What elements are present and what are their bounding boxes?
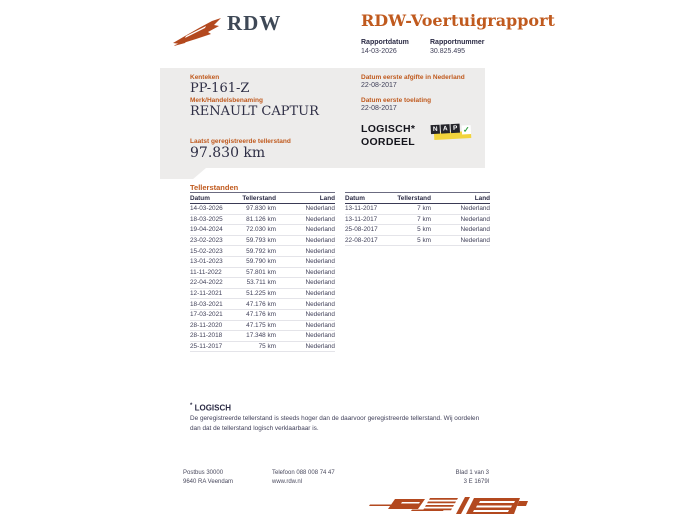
col-header-tellerstand: Tellerstand xyxy=(242,194,276,202)
logisch-note-title xyxy=(190,403,231,413)
col-header-datum: Datum xyxy=(345,194,365,202)
table-row: 28-11-2018 17.348 km Nederland xyxy=(190,331,335,342)
tellerstanden-table-right xyxy=(345,192,490,246)
laatste-tellerstand-label: Laatst geregistreerde tellerstand xyxy=(190,138,291,145)
col-header-land: Land xyxy=(474,194,490,202)
eerste-toelating-label: Datum eerste toelating xyxy=(361,97,432,104)
rdw-eagle-stripes-graphic-icon xyxy=(368,496,528,514)
nap-letter-a: A xyxy=(441,124,450,133)
table-row: 17-03-2021 47.176 km Nederland xyxy=(190,310,335,321)
kenteken-label: Kenteken xyxy=(190,74,220,81)
summary-box-tab xyxy=(160,168,206,179)
merk-label: Merk/Handelsbenaming xyxy=(190,97,263,104)
table-row: 25-08-2017 5 km Nederland xyxy=(345,225,490,236)
col-header-land: Land xyxy=(319,194,335,202)
table-row: 23-02-2023 59.793 km Nederland xyxy=(190,236,335,247)
table-row: 22-04-2022 53.711 km Nederland xyxy=(190,278,335,289)
table-row: 11-11-2022 57.801 km Nederland xyxy=(190,268,335,279)
table-row: 19-04-2024 72.030 km Nederland xyxy=(190,225,335,236)
oordeel-line2: OORDEEL xyxy=(361,136,416,148)
footer-address-line1: Postbus 30000 xyxy=(183,470,224,476)
report-number-label: Rapportnummer xyxy=(430,39,485,46)
tellerstanden-table-left xyxy=(190,192,335,352)
footer-address-line2: 9640 RA Veendam xyxy=(183,479,234,485)
col-header-datum: Datum xyxy=(190,194,210,202)
tellerstanden-section-title: Tellerstanden xyxy=(190,183,239,192)
table-row: 22-08-2017 5 km Nederland xyxy=(345,236,490,247)
table-row: 18-03-2025 81.126 km Nederland xyxy=(190,215,335,226)
report-number-value: 30.825.495 xyxy=(430,48,466,55)
table-row: 18-03-2021 47.176 km Nederland xyxy=(190,299,335,310)
table-body-right xyxy=(345,204,490,246)
note-asterisk: * xyxy=(190,403,193,409)
table-header-row xyxy=(345,192,490,204)
nap-letter-n: N xyxy=(431,125,440,134)
nap-logo xyxy=(431,122,476,144)
nap-letter-p: P xyxy=(451,124,460,133)
footer-website-link[interactable]: www.rdw.nl xyxy=(272,479,303,485)
report-date-value: 14-03-2026 xyxy=(361,48,397,55)
table-row: 28-11-2020 47.175 km Nederland xyxy=(190,321,335,332)
report-date-label: Rapportdatum xyxy=(361,39,409,46)
oordeel-line1: LOGISCH* xyxy=(361,123,416,135)
laatste-tellerstand-value: 97.830 km xyxy=(190,145,266,161)
table-row: 25-11-2017 75 km Nederland xyxy=(190,342,335,353)
table-row: 14-03-2026 97.830 km Nederland xyxy=(190,204,335,215)
col-header-tellerstand: Tellerstand xyxy=(397,194,431,202)
table-row: 15-02-2023 59.792 km Nederland xyxy=(190,246,335,257)
table-row: 13-01-2023 59.790 km Nederland xyxy=(190,257,335,268)
logisch-note-body: De geregistreerde tellerstand is steeds hoger dan de daarvoor geregistreerde tellerstand. Wij oordelen dan dat de tellerstand logisch verklaarbaar is. xyxy=(190,415,480,432)
merk-value: RENAULT CAPTUR xyxy=(190,104,319,119)
rdw-logo-text: RDW xyxy=(227,11,282,35)
table-row: 12-11-2021 51.225 km Nederland xyxy=(190,289,335,300)
kenteken-value: PP-161-Z xyxy=(190,81,250,96)
table-header-row xyxy=(190,192,335,204)
table-row: 13-11-2017 7 km Nederland xyxy=(345,204,490,215)
logisch-oordeel-badge xyxy=(361,123,415,149)
rdw-eagle-logo-icon xyxy=(172,16,222,48)
note-title-text: LOGISCH xyxy=(194,403,232,413)
table-row: 13-11-2017 7 km Nederland xyxy=(345,215,490,226)
footer-form-code: 3 E 1679l xyxy=(463,479,489,485)
nap-checkmark-icon: ✓ xyxy=(462,125,470,135)
eerste-afgifte-label: Datum eerste afgifte in Nederland xyxy=(361,74,465,81)
table-body-left xyxy=(190,204,335,352)
eerste-afgifte-value: 22-08-2017 xyxy=(361,82,397,89)
eerste-toelating-value: 22-08-2017 xyxy=(361,105,397,112)
footer-page-number: Blad 1 van 3 xyxy=(455,470,489,476)
footer-phone: Telefoon 088 008 74 47 xyxy=(272,470,335,476)
page-title: RDW-Voertuigrapport xyxy=(361,11,555,30)
